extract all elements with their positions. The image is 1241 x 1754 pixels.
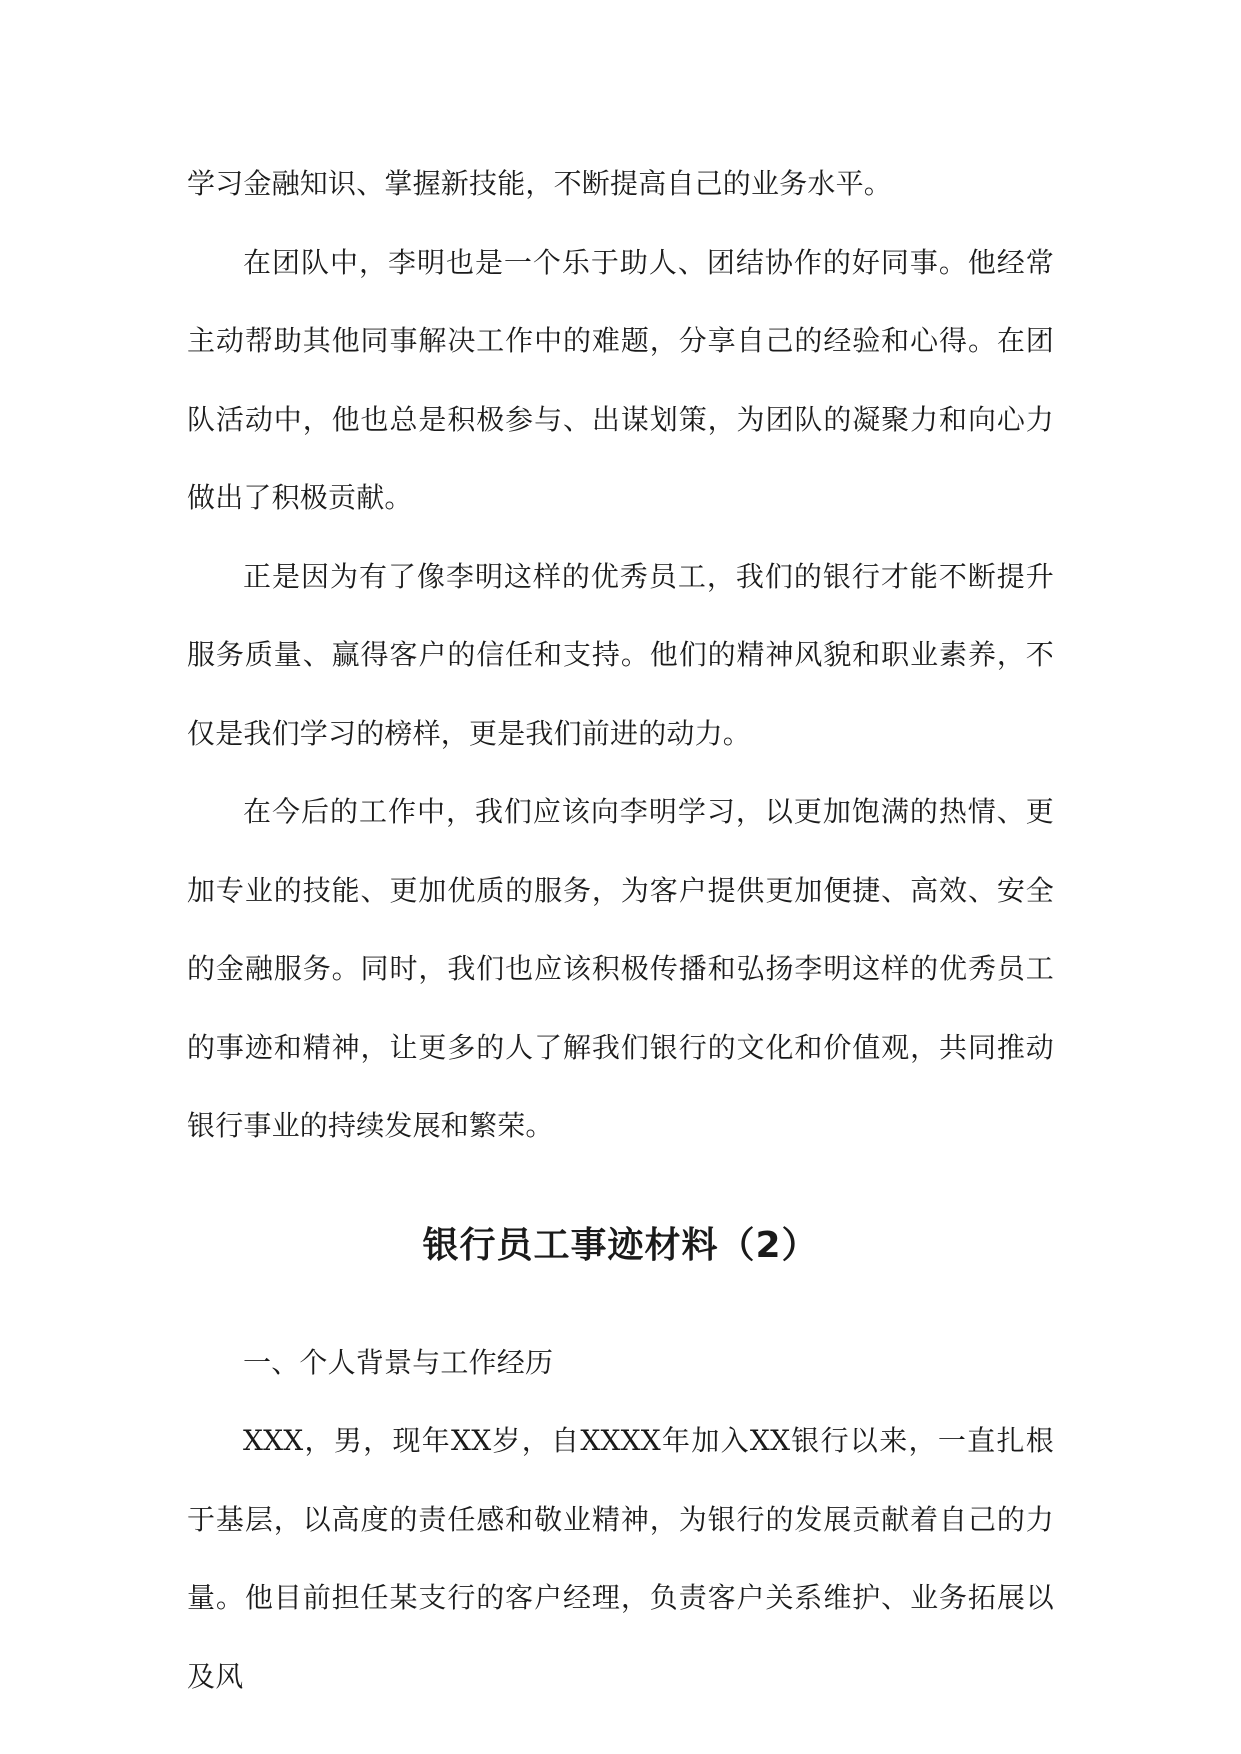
section-heading: 一、个人背景与工作经历 [243, 1345, 554, 1379]
document-body [187, 145, 1054, 1716]
paragraph-future: 在今后的工作中，我们应该向李明学习，以更加饱满的热情、更加专业的技能、更加优质的服务，为客户提供更加便捷、高效、安全的金融服务。同时，我们也应该积极传播和弘扬李明这样的优秀员工的事迹和精神，让更多的人了解我们银行的文化和价值观，共同推动银行事业的持续发展和繁荣。 [187, 795, 1054, 1142]
paragraph-continuation: 学习金融知识、掌握新技能，不断提高自己的业务水平。 [187, 167, 893, 200]
section-title-wrap [187, 1166, 1054, 1324]
paragraph-background: XXX，男，现年XX岁，自XXXX年加入XX银行以来，一直扎根于基层，以高度的责任感和敬业精神，为银行的发展贡献着自己的力量。他目前担任某支行的客户经理，负责客户关系维护、业务拓展以及风 [187, 1424, 1054, 1693]
section-title: 银行员工事迹材料（2） [422, 1224, 819, 1266]
paragraph-role-model: 正是因为有了像李明这样的优秀员工，我们的银行才能不断提升服务质量、赢得客户的信任和支持。他们的精神风貌和职业素养，不仅是我们学习的榜样，更是我们前进的动力。 [187, 559, 1054, 750]
paragraph-teamwork: 在团队中，李明也是一个乐于助人、团结协作的好同事。他经常主动帮助其他同事解决工作中的难题，分享自己的经验和心得。在团队活动中，他也总是积极参与、出谋划策，为团队的凝聚力和向心力做出了积极贡献。 [187, 245, 1054, 514]
